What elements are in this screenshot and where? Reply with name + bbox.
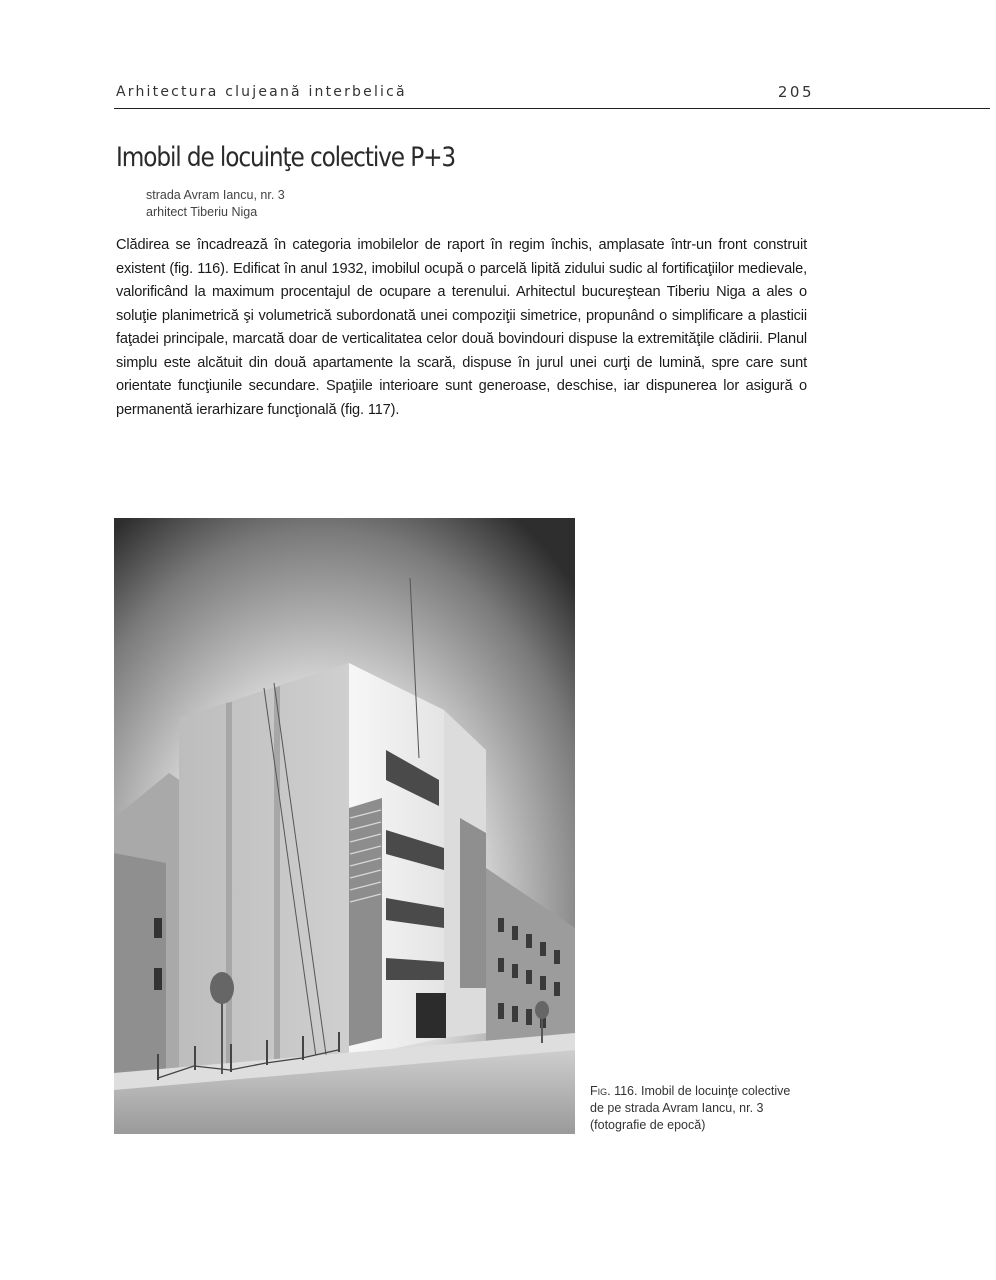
running-header	[116, 84, 816, 106]
architect-line: arhitect Tiberiu Niga	[146, 205, 258, 219]
article-title: Imobil de locuinţe colective P+3	[116, 142, 456, 173]
caption-line-2: de pe strada Avram Iancu, nr. 3	[590, 1101, 764, 1115]
article-meta	[146, 187, 285, 221]
building-photo	[114, 518, 575, 1134]
body-paragraph: Clădirea se încadrează în categoria imobilelor de raport în regim închis, amplasate într-un front construit existent (fig. 116). Edificat în anul 1932, imobilul ocupă o parcelă lipită zidului sudic al fortificaţiilor medievale, valorificând la maximum procentajul de ocupare a terenului. Arhitectul bucureştean Tiberiu Niga a ales o soluţie planimetrică şi volumetrică subordonată unei compoziţii simetrice, propunând o simplificare a plasticii faţadei principale, marcată doar de verticalitatea celor două bovindouri dispuse la extremităţile clădirii. Planul simplu este alcătuit din două apartamente la scară, dispuse în jurul unei curţi de lumină, spre care sunt orientate funcţiunile secundare. Spaţiile interioare sunt generoase, deschise, iar dispunerea lor asigură o permanentă ierarhizare funcţională (fig. 117).	[116, 237, 807, 418]
caption-line-1: Imobil de locuinţe colective	[640, 1084, 791, 1098]
figure-label: Fig. 116.	[590, 1084, 638, 1098]
caption-line-3: (fotografie de epocă)	[590, 1118, 706, 1132]
figure-caption	[590, 1083, 820, 1134]
page-number: 205	[777, 83, 814, 101]
running-title: Arhitectura clujeană interbelică	[116, 84, 407, 100]
header-rule	[114, 108, 990, 109]
address-line: strada Avram Iancu, nr. 3	[146, 188, 285, 202]
